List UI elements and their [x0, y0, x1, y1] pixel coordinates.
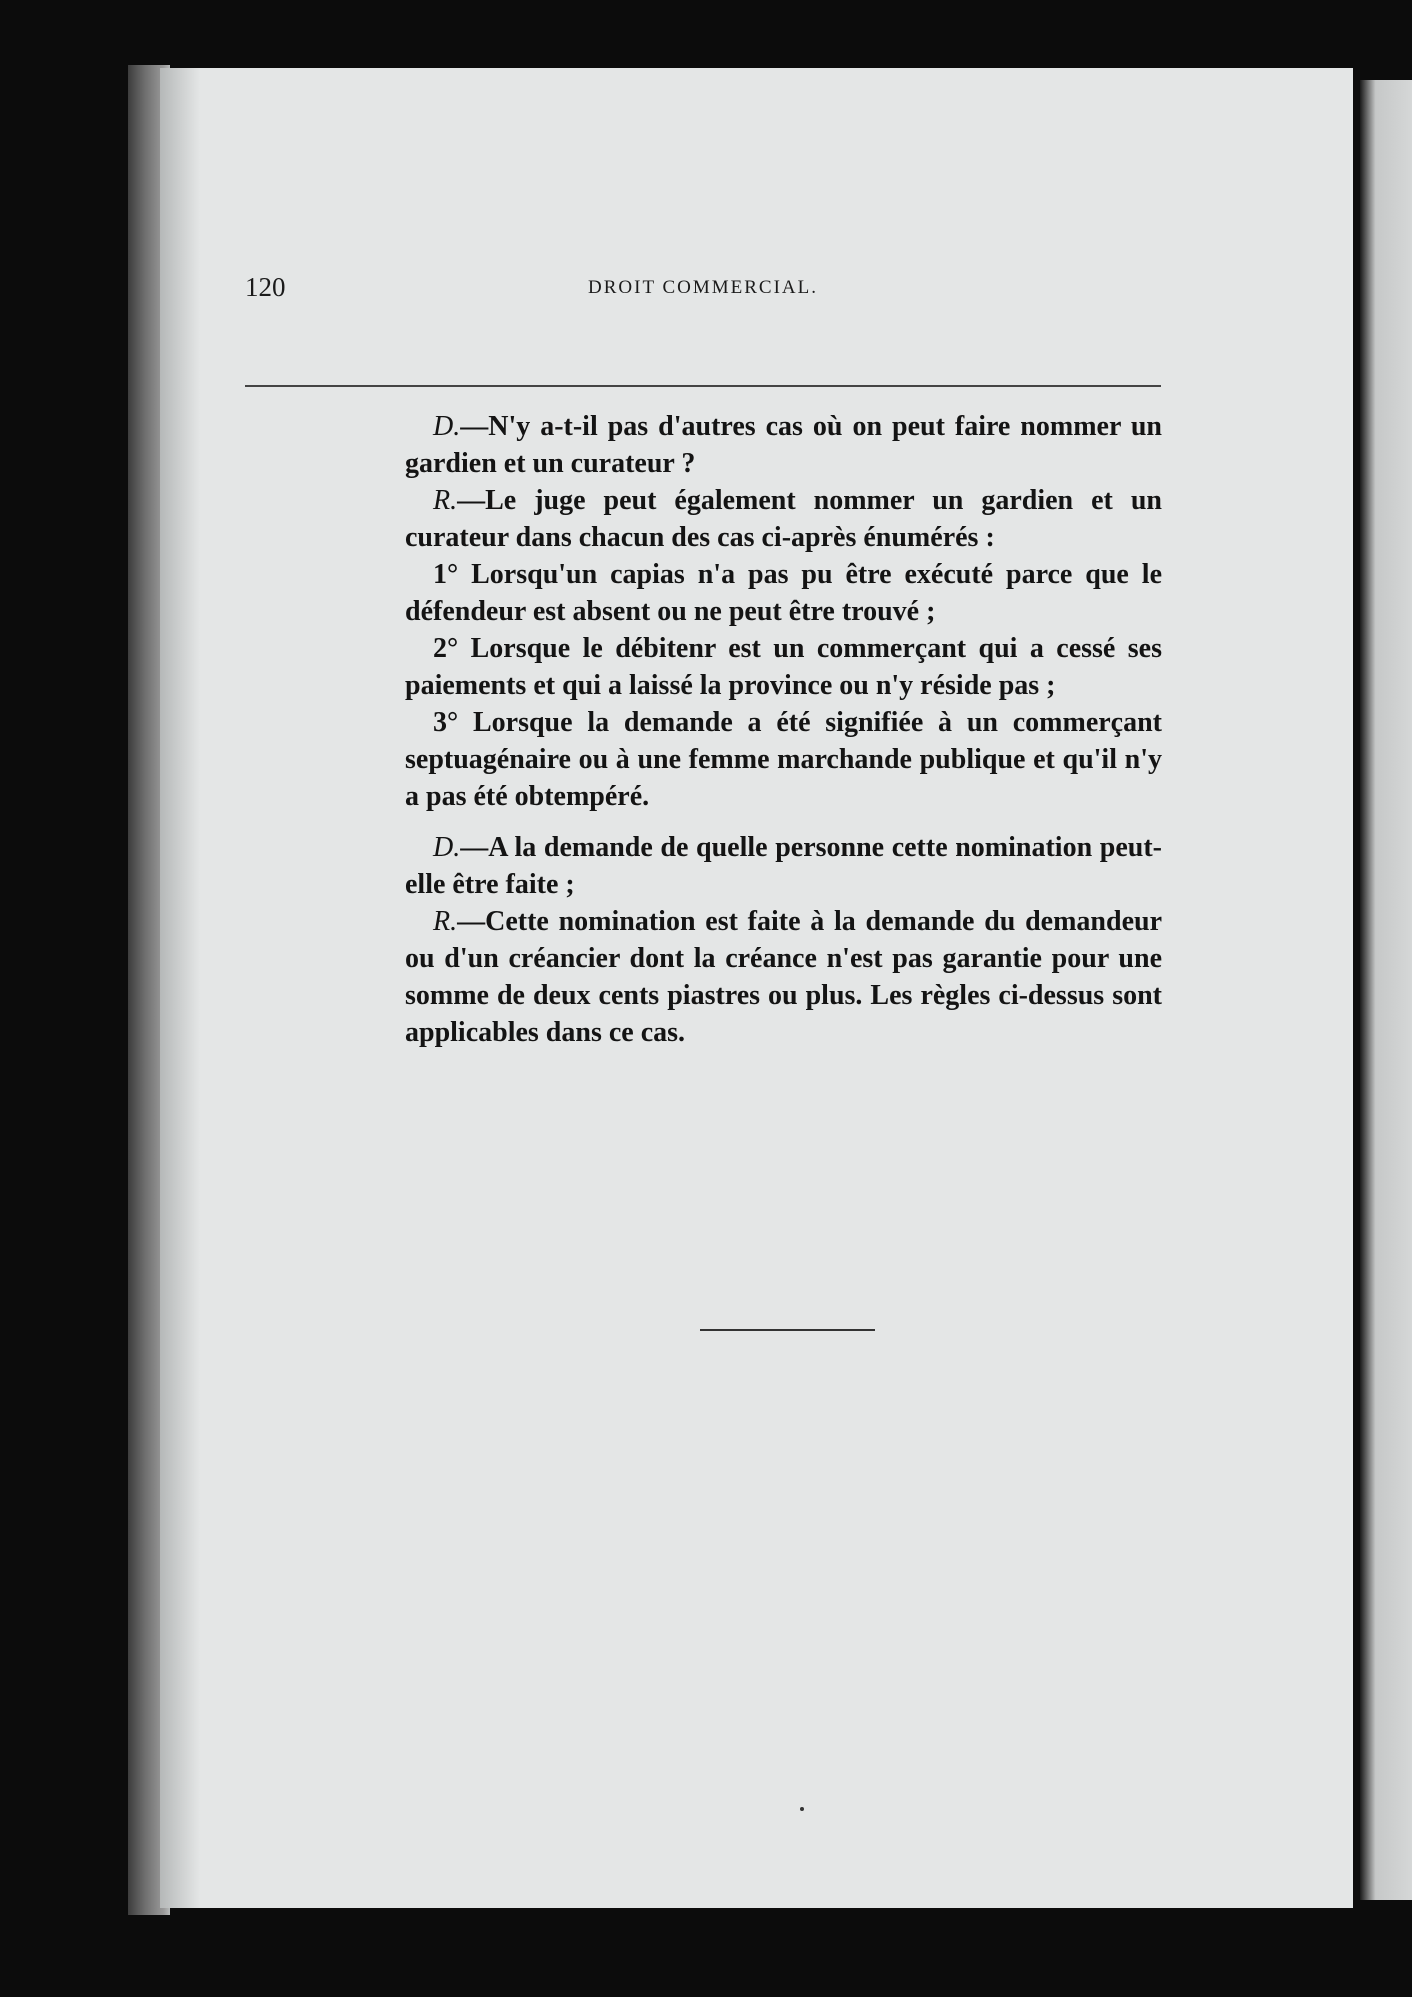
facing-page-edge [1360, 80, 1412, 1900]
question-label: D. [433, 832, 461, 863]
paragraph-text: 2° Lorsque le débitenr est un commerçant qui a cessé ses paiements et qui a laissé la province ou n'y réside pas ; [405, 633, 1162, 701]
page-gutter-shadow [160, 68, 200, 1908]
paragraph-text: 1° Lorsqu'un capias n'a pas pu être exécuté parce que le défendeur est absent ou ne peut être trouvé ; [405, 559, 1162, 627]
header-rule [245, 385, 1161, 387]
running-head: DROIT COMMERCIAL. [588, 277, 818, 298]
list-item-1 [405, 556, 1162, 630]
paragraph-text: —N'y a-t-il pas d'autres cas où on peut faire nommer un gardien et un curateur ? [405, 411, 1162, 479]
page-number: 120 [245, 272, 286, 302]
paper-speck [800, 1807, 804, 1811]
page-header [245, 272, 1161, 314]
paragraph-text: —Le juge peut également nommer un gardien et un curateur dans chacun des cas ci-après énumérés : [405, 485, 1162, 553]
answer-label: R. [433, 485, 458, 516]
list-item-2 [405, 630, 1162, 704]
question-label: D. [433, 411, 461, 442]
paragraph-text: —Cette nomination est faite à la demande du demandeur ou d'un créancier dont la créance n'est pas garantie pour une somme de deux cents piastres ou plus. Les règles ci-dessus sont applicables dans ce cas. [405, 906, 1162, 1048]
paragraph-text: 3° Lorsque la demande a été signifiée à un commerçant septuagénaire ou à une femme marchande publique et qu'il n'y a pas été obtempéré. [405, 707, 1162, 812]
body-text [405, 408, 1162, 1051]
paragraph-answer-1 [405, 482, 1162, 556]
paragraph-answer-2 [405, 903, 1162, 1051]
paragraph-question-1 [405, 408, 1162, 482]
paragraph-text: —A la demande de quelle personne cette nomination peut-elle être faite ; [405, 832, 1162, 900]
list-item-3 [405, 704, 1162, 815]
end-of-section-rule [700, 1329, 875, 1331]
answer-label: R. [433, 906, 458, 937]
paragraph-question-2 [405, 829, 1162, 903]
